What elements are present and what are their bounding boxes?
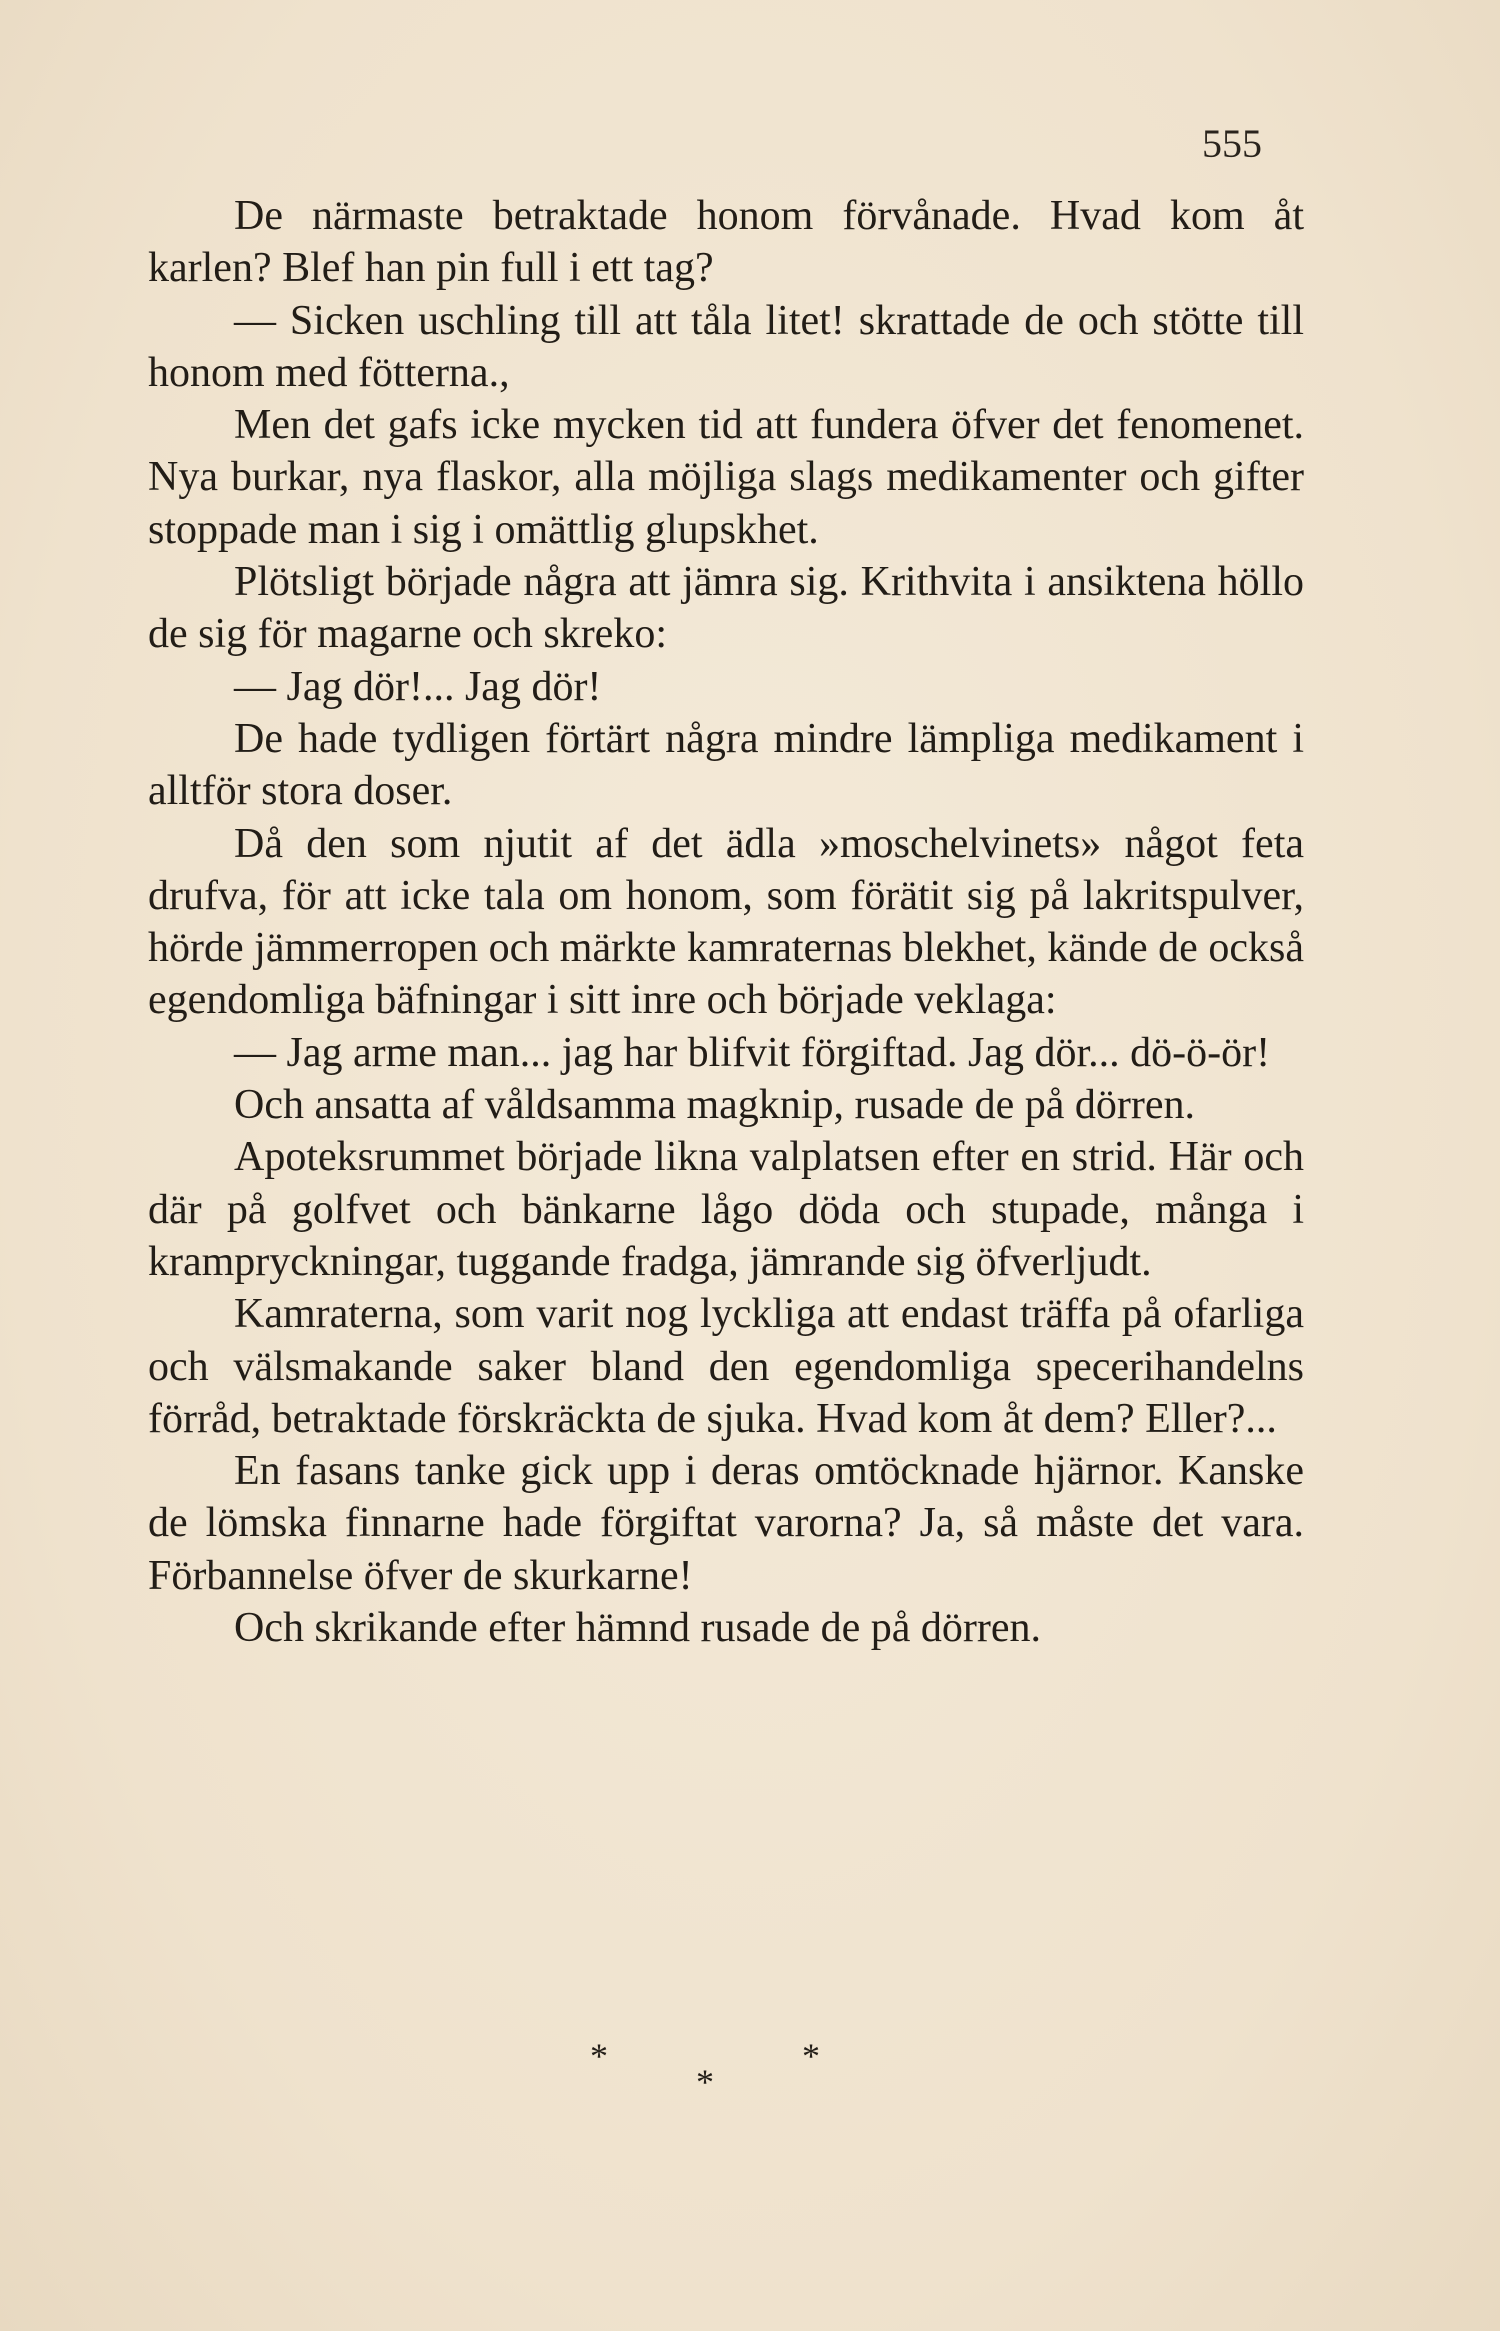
paragraph-5: — Jag dör!... Jag dör! (234, 663, 602, 710)
paragraph-10: Apoteksrummet började likna valplatsen efter en strid. Här och där på golfvet och bänkarne lågo döda och stupade, många i krampryckningar, tuggande fradga, jämrande sig öfverljudt. (148, 1134, 1304, 1285)
asterisk-right: * (802, 2036, 820, 2076)
paragraph-4: Plötsligt började några att jämra sig. Krithvita i ansiktena höllo de sig för magarne och skreko: (148, 559, 1304, 658)
paragraph-1: De närmaste betraktade honom förvånade. Hvad kom åt karlen? Blef han pin full i ett tag? (148, 193, 1304, 292)
paragraph-12: En fasans tanke gick upp i deras omtöcknade hjärnor. Kanske de lömska finnarne hade förgiftat varorna? Ja, så måste det vara. Förbannelse öfver de skurkarne! (148, 1448, 1304, 1599)
paragraph-7: Då den som njutit af det ädla »moschelvinets» något feta drufva, för att icke tala om honom, som förätit sig på lakritspulver, hörde jämmerropen och märkte kamraternas blekhet, kände de också egendomliga bäfningar i sitt inre och började veklaga: (148, 820, 1304, 1024)
asterisk-center: * (696, 2062, 714, 2102)
paragraph-8: — Jag arme man... jag har blifvit förgiftad. Jag dör... dö-ö-ör! (234, 1029, 1271, 1076)
page-number: 555 (1202, 121, 1262, 166)
body-text (148, 190, 1304, 1654)
paragraph-6: De hade tydligen förtärt några mindre lämpliga medikament i alltför stora doser. (148, 715, 1304, 815)
paragraph-3: Men det gafs icke mycken tid att fundera öfver det fenomenet. Nya burkar, nya flaskor, alla möjliga slags medikamenter och gifter stoppade man i sig i omättlig glupskhet. (148, 402, 1304, 553)
section-break-ornament (580, 2035, 840, 2115)
paragraph-2: — Sicken uschling till att tåla litet! skrattade de och stötte till honom med fötterna., (148, 297, 1304, 396)
paragraph-13: Och skrikande efter hämnd rusade de på dörren. (234, 1605, 1042, 1652)
paragraph-9: Och ansatta af våldsamma magknip, rusade de på dörren. (234, 1082, 1195, 1129)
paragraph-11: Kamraterna, som varit nog lyckliga att endast träffa på ofarliga och välsmakande saker bland den egendomliga specerihandelns förråd, betraktade förskräckta de sjuka. Hvad kom åt dem? Eller?... (148, 1291, 1304, 1442)
asterisk-left: * (590, 2036, 608, 2076)
